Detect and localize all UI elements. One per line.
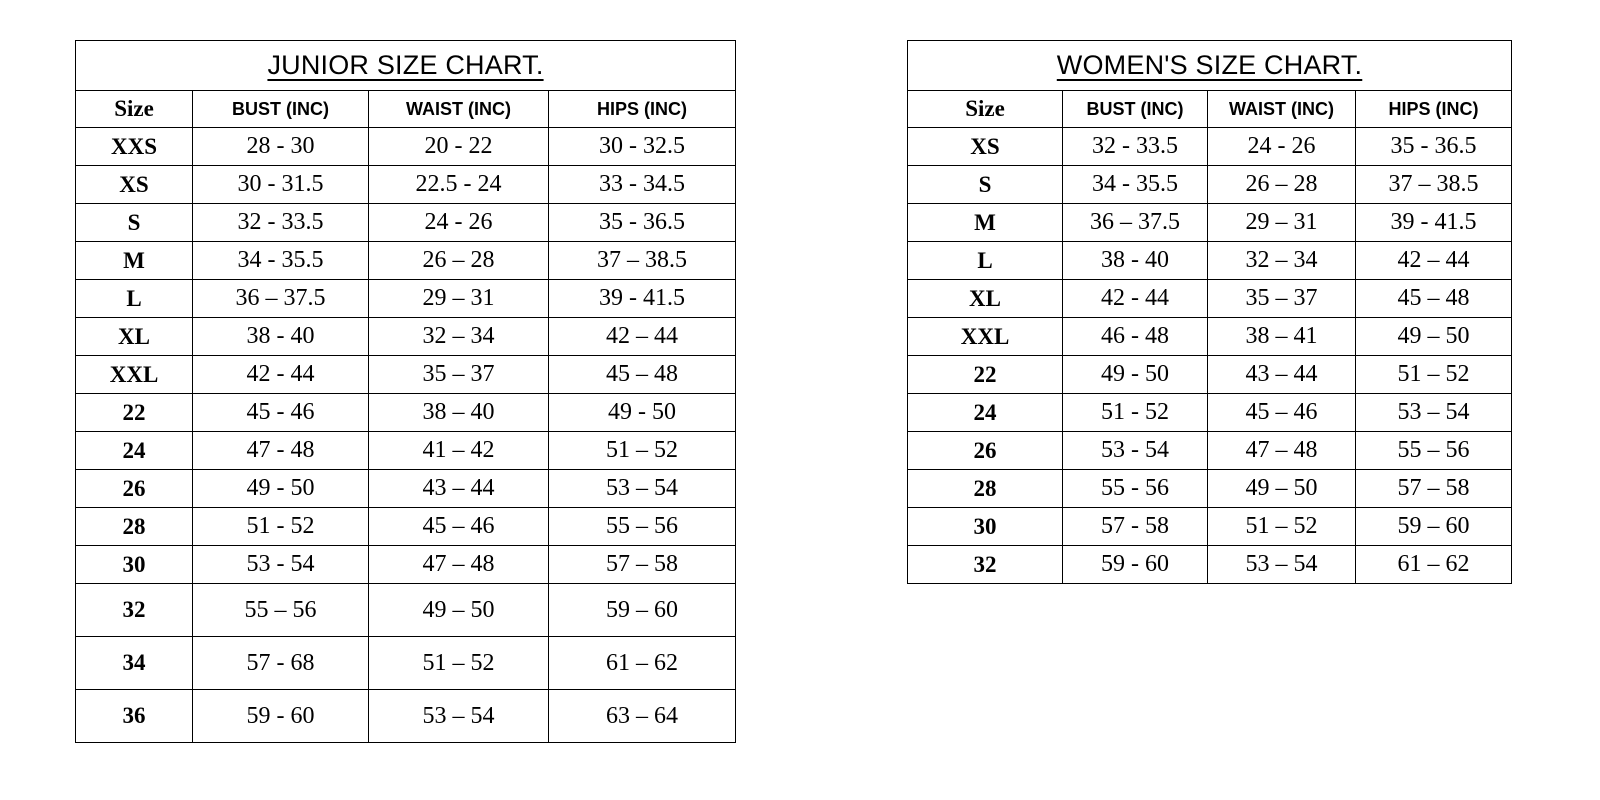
bust-cell: 34 - 35.5 — [193, 242, 369, 280]
bust-cell: 49 - 50 — [193, 470, 369, 508]
bust-cell: 55 – 56 — [193, 584, 369, 637]
womens-header-size: Size — [908, 91, 1063, 128]
table-row — [76, 546, 736, 584]
junior-header-size: Size — [76, 91, 193, 128]
bust-cell: 53 - 54 — [193, 546, 369, 584]
table-row — [908, 280, 1512, 318]
bust-cell: 51 - 52 — [193, 508, 369, 546]
waist-cell: 38 – 41 — [1208, 318, 1356, 356]
junior-chart-title: JUNIOR SIZE CHART. — [76, 41, 736, 91]
waist-cell: 35 – 37 — [369, 356, 549, 394]
bust-cell: 49 - 50 — [1063, 356, 1208, 394]
hips-cell: 33 - 34.5 — [549, 166, 736, 204]
hips-cell: 39 - 41.5 — [549, 280, 736, 318]
table-row — [908, 470, 1512, 508]
hips-cell: 45 – 48 — [1356, 280, 1512, 318]
hips-cell: 37 – 38.5 — [1356, 166, 1512, 204]
hips-cell: 63 – 64 — [549, 690, 736, 743]
hips-cell: 55 – 56 — [549, 508, 736, 546]
table-row — [908, 128, 1512, 166]
waist-cell: 32 – 34 — [369, 318, 549, 356]
bust-cell: 57 - 68 — [193, 637, 369, 690]
table-row — [908, 166, 1512, 204]
table-row — [76, 432, 736, 470]
bust-cell: 46 - 48 — [1063, 318, 1208, 356]
waist-cell: 26 – 28 — [369, 242, 549, 280]
womens-chart-title: WOMEN'S SIZE CHART. — [908, 41, 1512, 91]
size-cell: XS — [76, 166, 193, 204]
hips-cell: 57 – 58 — [1356, 470, 1512, 508]
waist-cell: 49 – 50 — [369, 584, 549, 637]
bust-cell: 42 - 44 — [193, 356, 369, 394]
bust-cell: 51 - 52 — [1063, 394, 1208, 432]
waist-cell: 29 – 31 — [369, 280, 549, 318]
womens-size-chart — [907, 40, 1512, 584]
size-cell: 32 — [908, 546, 1063, 584]
table-row — [76, 318, 736, 356]
table-row — [908, 508, 1512, 546]
size-cell: 26 — [76, 470, 193, 508]
bust-cell: 32 - 33.5 — [193, 204, 369, 242]
size-cell: 28 — [908, 470, 1063, 508]
table-row — [76, 508, 736, 546]
waist-cell: 45 – 46 — [1208, 394, 1356, 432]
waist-cell: 35 – 37 — [1208, 280, 1356, 318]
size-cell: 30 — [76, 546, 193, 584]
table-row — [76, 584, 736, 637]
bust-cell: 47 - 48 — [193, 432, 369, 470]
bust-cell: 30 - 31.5 — [193, 166, 369, 204]
size-cell: 30 — [908, 508, 1063, 546]
womens-header-row — [908, 91, 1512, 128]
size-cell: XXL — [908, 318, 1063, 356]
bust-cell: 53 - 54 — [1063, 432, 1208, 470]
junior-size-chart — [75, 40, 736, 743]
table-row — [908, 394, 1512, 432]
bust-cell: 28 - 30 — [193, 128, 369, 166]
table-row — [908, 432, 1512, 470]
size-cell: 22 — [76, 394, 193, 432]
womens-header-hips: HIPS (INC) — [1356, 91, 1512, 128]
waist-cell: 53 – 54 — [369, 690, 549, 743]
womens-header-bust: BUST (INC) — [1063, 91, 1208, 128]
size-cell: 28 — [76, 508, 193, 546]
waist-cell: 45 – 46 — [369, 508, 549, 546]
size-cell: 24 — [76, 432, 193, 470]
junior-header-row — [76, 91, 736, 128]
bust-cell: 38 - 40 — [1063, 242, 1208, 280]
hips-cell: 35 - 36.5 — [549, 204, 736, 242]
hips-cell: 59 – 60 — [1356, 508, 1512, 546]
table-row — [76, 690, 736, 743]
table-row — [76, 242, 736, 280]
table-row — [76, 356, 736, 394]
hips-cell: 57 – 58 — [549, 546, 736, 584]
waist-cell: 20 - 22 — [369, 128, 549, 166]
junior-header-bust: BUST (INC) — [193, 91, 369, 128]
size-cell: XL — [908, 280, 1063, 318]
table-row — [76, 128, 736, 166]
table-row — [908, 204, 1512, 242]
hips-cell: 42 – 44 — [1356, 242, 1512, 280]
size-cell: L — [908, 242, 1063, 280]
table-row — [76, 394, 736, 432]
bust-cell: 42 - 44 — [1063, 280, 1208, 318]
bust-cell: 32 - 33.5 — [1063, 128, 1208, 166]
size-cell: 32 — [76, 584, 193, 637]
size-cell: XXL — [76, 356, 193, 394]
hips-cell: 51 – 52 — [549, 432, 736, 470]
table-row — [76, 280, 736, 318]
size-cell: S — [908, 166, 1063, 204]
hips-cell: 49 - 50 — [549, 394, 736, 432]
hips-cell: 53 – 54 — [1356, 394, 1512, 432]
hips-cell: 55 – 56 — [1356, 432, 1512, 470]
bust-cell: 59 - 60 — [193, 690, 369, 743]
hips-cell: 49 – 50 — [1356, 318, 1512, 356]
waist-cell: 51 – 52 — [369, 637, 549, 690]
hips-cell: 30 - 32.5 — [549, 128, 736, 166]
hips-cell: 53 – 54 — [549, 470, 736, 508]
table-row — [76, 166, 736, 204]
size-cell: XXS — [76, 128, 193, 166]
bust-cell: 45 - 46 — [193, 394, 369, 432]
bust-cell: 55 - 56 — [1063, 470, 1208, 508]
waist-cell: 41 – 42 — [369, 432, 549, 470]
size-cell: 24 — [908, 394, 1063, 432]
size-cell: S — [76, 204, 193, 242]
waist-cell: 24 - 26 — [1208, 128, 1356, 166]
size-cell: 26 — [908, 432, 1063, 470]
hips-cell: 51 – 52 — [1356, 356, 1512, 394]
hips-cell: 35 - 36.5 — [1356, 128, 1512, 166]
bust-cell: 36 – 37.5 — [1063, 204, 1208, 242]
size-cell: M — [76, 242, 193, 280]
bust-cell: 34 - 35.5 — [1063, 166, 1208, 204]
bust-cell: 38 - 40 — [193, 318, 369, 356]
bust-cell: 57 - 58 — [1063, 508, 1208, 546]
waist-cell: 22.5 - 24 — [369, 166, 549, 204]
hips-cell: 61 – 62 — [549, 637, 736, 690]
hips-cell: 61 – 62 — [1356, 546, 1512, 584]
waist-cell: 38 – 40 — [369, 394, 549, 432]
size-cell: 34 — [76, 637, 193, 690]
size-cell: XL — [76, 318, 193, 356]
size-cell: XS — [908, 128, 1063, 166]
waist-cell: 49 – 50 — [1208, 470, 1356, 508]
size-cell: 36 — [76, 690, 193, 743]
table-row — [76, 204, 736, 242]
waist-cell: 26 – 28 — [1208, 166, 1356, 204]
table-row — [908, 242, 1512, 280]
table-row — [76, 637, 736, 690]
bust-cell: 36 – 37.5 — [193, 280, 369, 318]
table-row — [76, 470, 736, 508]
bust-cell: 59 - 60 — [1063, 546, 1208, 584]
waist-cell: 29 – 31 — [1208, 204, 1356, 242]
waist-cell: 43 – 44 — [1208, 356, 1356, 394]
hips-cell: 45 – 48 — [549, 356, 736, 394]
table-row — [908, 356, 1512, 394]
waist-cell: 32 – 34 — [1208, 242, 1356, 280]
table-row — [908, 318, 1512, 356]
hips-cell: 39 - 41.5 — [1356, 204, 1512, 242]
size-cell: 22 — [908, 356, 1063, 394]
waist-cell: 43 – 44 — [369, 470, 549, 508]
junior-header-hips: HIPS (INC) — [549, 91, 736, 128]
waist-cell: 24 - 26 — [369, 204, 549, 242]
hips-cell: 59 – 60 — [549, 584, 736, 637]
waist-cell: 51 – 52 — [1208, 508, 1356, 546]
hips-cell: 42 – 44 — [549, 318, 736, 356]
hips-cell: 37 – 38.5 — [549, 242, 736, 280]
junior-header-waist: WAIST (INC) — [369, 91, 549, 128]
womens-header-waist: WAIST (INC) — [1208, 91, 1356, 128]
size-cell: M — [908, 204, 1063, 242]
waist-cell: 53 – 54 — [1208, 546, 1356, 584]
waist-cell: 47 – 48 — [369, 546, 549, 584]
table-row — [908, 546, 1512, 584]
waist-cell: 47 – 48 — [1208, 432, 1356, 470]
size-cell: L — [76, 280, 193, 318]
